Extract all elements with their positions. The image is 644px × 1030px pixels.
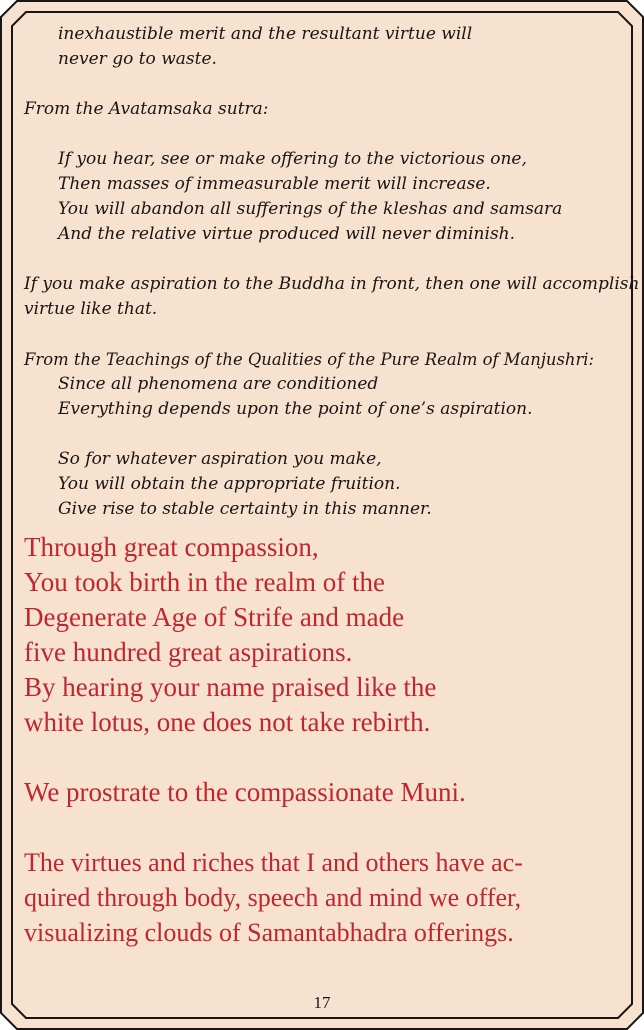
avatamsaka-heading: From the Avatamsaka sutra: xyxy=(24,99,269,119)
prostration-line: We prostrate to the compassionate Muni. xyxy=(24,777,466,807)
offering-line: visualizing clouds of Samantabhadra offerings. xyxy=(24,918,514,947)
avatamsaka-verse-line: You will abandon all sufferings of the kleshas and samsara xyxy=(58,199,563,219)
manjushri-verse-line: You will obtain the appropriate fruition. xyxy=(58,474,401,494)
praise-line: five hundred great aspirations. xyxy=(24,637,353,667)
avatamsaka-verse-line: If you hear, see or make offering to the victorious one, xyxy=(58,149,527,169)
offering-line: The virtues and riches that I and others have ac- xyxy=(24,848,523,877)
merit-line: inexhaustible merit and the resultant virtue will xyxy=(58,24,473,44)
merit-line: never go to waste. xyxy=(58,49,217,69)
manjushri-verse-line: Give rise to stable certainty in this manner. xyxy=(58,499,432,519)
aspiration-line: If you make aspiration to the Buddha in front, then one will accomplish xyxy=(24,274,640,294)
page-number: 17 xyxy=(313,993,331,1012)
page-content xyxy=(24,22,640,950)
aspiration-line: virtue like that. xyxy=(24,299,158,319)
manjushri-verse-line: Since all phenomena are conditioned xyxy=(58,374,379,394)
praise-line: Through great compassion, xyxy=(24,532,319,562)
manjushri-heading: From the Teachings of the Qualities of the Pure Realm of Manjushri: xyxy=(24,350,595,369)
manjushri-verse-line: So for whatever aspiration you make, xyxy=(58,449,382,469)
offering-line: quired through body, speech and mind we offer, xyxy=(24,883,522,912)
praise-line: Degenerate Age of Strife and made xyxy=(24,602,405,632)
avatamsaka-verse-line: And the relative virtue produced will never diminish. xyxy=(58,224,516,244)
praise-line: You took birth in the realm of the xyxy=(24,567,385,597)
manjushri-verse-line: Everything depends upon the point of one’s aspiration. xyxy=(58,399,533,419)
praise-line: By hearing your name praised like the xyxy=(24,672,437,702)
praise-line: white lotus, one does not take rebirth. xyxy=(24,707,431,737)
avatamsaka-verse-line: Then masses of immeasurable merit will increase. xyxy=(58,174,491,194)
